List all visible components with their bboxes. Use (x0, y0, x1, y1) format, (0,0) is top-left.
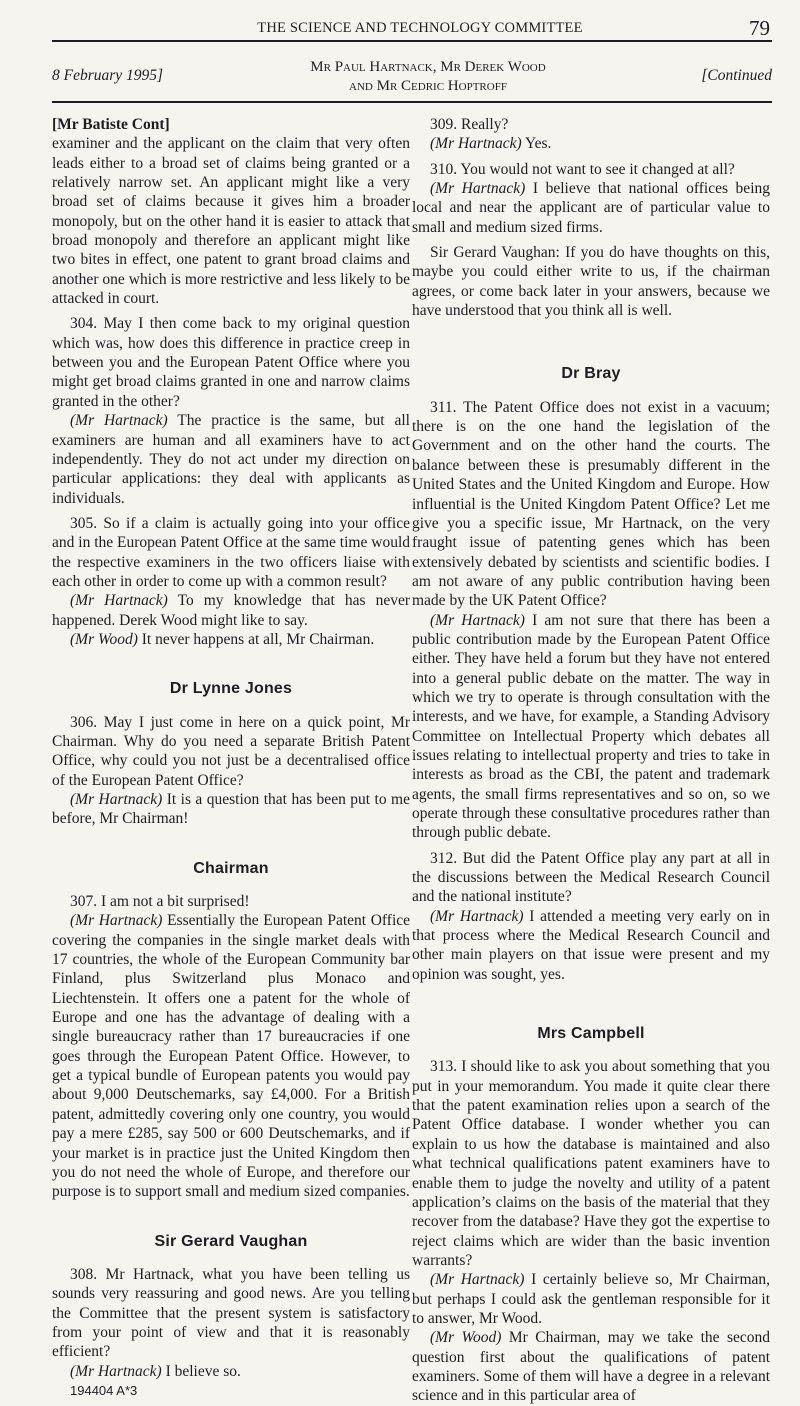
question-307: 307. I am not a bit surprised! (70, 893, 250, 911)
question-306: 306. May I just come in here on a quick point, Mr Chairman. Why do you need a separate British Patent Office, why could you not just be a decentralised office of the European Patent Office? (52, 713, 410, 789)
answer-307-speaker: (Mr Hartnack) (70, 912, 163, 930)
question-309: 309. Really? (430, 116, 509, 133)
print-code: 194404 A*3 (70, 1382, 138, 1398)
answer-311 (412, 611, 770, 843)
answer-306-text: It is a question that has been put to me before, Mr Chairman! (52, 791, 410, 828)
answer-304-speaker: (Mr Hartnack) (70, 412, 168, 430)
answer-307-text: Essentially the European Patent Office covering the companies in the single market deals with 17 countries, the whole of the European Community bar Finland, plus Switzerland plus Monaco and Liechtenstein. It offers one a patent for the whole of Europe and one has the advantage of dealing with a single bureaucracy rather than 17 bureaucracies if one goes through the European Patent Office. However, to get a typical bundle of European patents you would pay about 9,000 Deutschemarks, say £4,000. For a British patent, admittedly covering only one country, you would pay a mere £285, say 500 or 600 Deutschemarks, and if your market is in practice just the United Kingdom then you do not need the whole of Europe, and therefore our purpose is to support small and medium sized companies. (52, 912, 411, 1201)
witnesses-line-2: and Mr Cedric Hoptroff (349, 78, 507, 94)
question-311: 311. The Patent Office does not exist in a vacuum; there is on the one hand the legislation of the Government and on the other hand the courts. The balance between these is presumably different in the United States and the United Kingdom and Europe. How influential is the United Kingdom Patent Office? Let me give you a specific issue, Mr Hartnack, on the very fraught issue of patenting genes which has been extensively debated by scientists and scientific bodies. I am not aware of any public contribution having been made by the UK Patent Office? (412, 398, 770, 610)
hearing-date: 8 February 1995] (52, 67, 164, 84)
speaker-heading-jones: Dr Lynne Jones (169, 680, 293, 698)
question-305: 305. So if a claim is actually going into your office and in the European Patent Office at the same time would the respective examiners in the two officers liaise with each other in order to come up with a common result? (52, 514, 410, 590)
answer-305b (52, 630, 410, 649)
page-number: 79 (749, 16, 770, 40)
witnesses-heading (278, 58, 578, 96)
answer-308-text: I believe so. (161, 1362, 241, 1380)
top-rule (52, 40, 772, 42)
witnesses-line-1: Mr Paul Hartnack, Mr Derek Wood (310, 59, 546, 75)
answer-304-text: The practice is the same, but all examiners are human and all examiners have to act independently. They do not act under my direction on particular applications: they deal with applicants as individuals. (52, 412, 410, 507)
answer-313-speaker: (Mr Hartnack) (430, 1271, 525, 1289)
answer-313b (412, 1328, 770, 1405)
question-308: 308. Mr Hartnack, what you have been telling us sounds very reassuring and good news. Are you telling the Committee that the present system is satisfactory from your point of view and that it is reasonably efficient? (52, 1265, 410, 1361)
answer-305-text: To my knowledge that has never happened. Derek Wood might like to say. (52, 592, 411, 629)
continued-label: [Continued (701, 67, 772, 84)
question-304: 304. May I then come back to my original question which was, how does this difference in practice creep in between you and the European Patent Office where you might get broad claims granted in one and narrow claims granted in the other? (52, 315, 410, 410)
heading-rule (52, 101, 772, 103)
answer-312-text: I attended a meeting very early on in that process where the Medical Research Council and other main players on that issue were present and my opinion was sought, yes. (412, 907, 770, 983)
answer-306 (52, 790, 410, 829)
answer-306-speaker: (Mr Hartnack) (70, 791, 163, 808)
paragraph-intro: examiner and the applicant on the claim that very often leads either to a broad set of claims being granted or a relatively narrow set. An applicant might like a very broad set of claims because it gives him a broader monopoly, but on the other hand it is easier to attack that broad monopoly and therefore an applicant might like two bites in effect, one patent to grant broad claims and another one which is more restrictive and less likely to be attacked in court. (52, 135, 410, 308)
answer-309-speaker: (Mr Hartnack) (430, 135, 522, 153)
answer-312-speaker: (Mr Hartnack) (430, 907, 524, 925)
answer-309 (412, 134, 770, 153)
answer-313b-text: Mr Chairman, may we take the second question first about the qualifications of patent examiners. Some of them will have a degree in a relevant science and in this particular area of (412, 1329, 770, 1405)
answer-309-text: Yes. (521, 135, 552, 153)
answer-305-speaker: (Mr Hartnack) (70, 592, 168, 610)
question-313: 313. I should like to ask you about something that you put in your memorandum. You made it quite clear there that the patent examination relies upon a search of the Patent Office database. I wonder whether you can explain to us how the database is maintained and also what technical qualifications patent examiners have to enable them to judge the novelty and utility of a patent application’s claims on the basis of the material that they recover from the database? Have they got the expertise to reject claims which are wider than the basic invention warrants? (412, 1058, 770, 1269)
answer-310-text: I believe that national offices being local and near the applicant are of particular value to small and medium sized firms. (412, 180, 770, 236)
question-312: 312. But did the Patent Office play any part at all in the discussions between the Medical Research Council and the national institute? (412, 849, 770, 906)
answer-304 (52, 411, 410, 508)
answer-310-speaker: (Mr Hartnack) (430, 180, 526, 198)
speaker-heading-bray: Dr Bray (561, 365, 621, 383)
left-column (52, 115, 410, 1400)
answer-305b-speaker: (Mr Wood) (70, 630, 138, 648)
answer-311-speaker: (Mr Hartnack) (430, 611, 525, 629)
answer-313-text: I certainly believe so, Mr Chairman, but perhaps I could ask the gentleman responsible for it to answer, Mr Wood. (412, 1271, 771, 1327)
answer-313b-speaker: (Mr Wood) (430, 1329, 502, 1347)
answer-305 (52, 591, 410, 630)
answer-310 (412, 179, 770, 237)
answer-307 (52, 911, 410, 1201)
right-column (412, 115, 770, 1406)
question-310: 310. You would not want to see it changed at all? (430, 160, 735, 178)
speaker-heading-vaughan: Sir Gerard Vaughan (154, 1232, 308, 1250)
speaker-heading-campbell: Mrs Campbell (537, 1025, 645, 1043)
answer-305b-text: It never happens at all, Mr Chairman. (137, 630, 375, 648)
answer-312 (412, 907, 770, 984)
answer-308 (52, 1362, 410, 1381)
answer-311-text: I am not sure that there has been a public contribution made by the European Patent Office either. They have held a forum but they have not entered into a general public debate on the matter. The way in which we try to operate is through consultation with the interests, and we have, for example, a Standing Advisory Committee on Intellectual Property which debates all issues relating to intellectual property and tries to take in interests as broad as the CBI, the patent and trademark agents, the small firms representatives and so on, so we operate through these consultative procedures rather than through public debate. (412, 611, 770, 842)
answer-313 (412, 1270, 770, 1328)
speaker-batiste: [Mr Batiste Cont] (52, 116, 170, 133)
answer-308-speaker: (Mr Hartnack) (70, 1362, 162, 1380)
vaughan-remark: Sir Gerard Vaughan: If you do have thoughts on this, maybe you could either write to us, if the chairman agrees, or come back later in your answers, because we have understood that you think all is well. (412, 244, 770, 320)
speaker-heading-chairman: Chairman (193, 859, 269, 877)
running-head: THE SCIENCE AND TECHNOLOGY COMMITTEE (257, 20, 583, 36)
